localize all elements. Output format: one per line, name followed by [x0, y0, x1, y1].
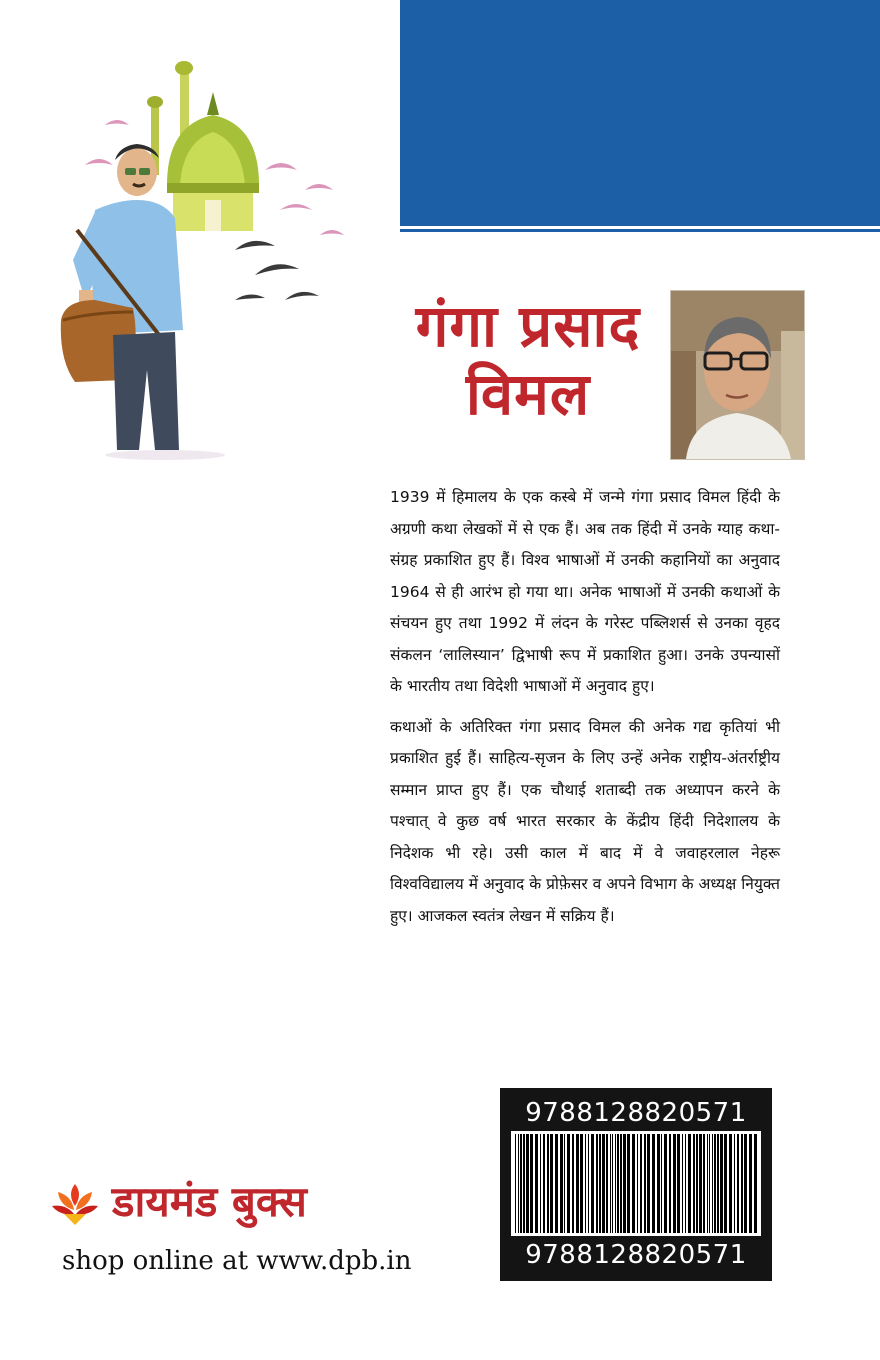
barcode-bar: [688, 1134, 691, 1233]
publisher-name: डायमंड बुक्स: [112, 1177, 307, 1226]
barcode-bar: [627, 1134, 630, 1233]
barcode-bar: [724, 1134, 727, 1233]
barcode-bar: [610, 1134, 611, 1233]
barcode-bar: [599, 1134, 601, 1233]
barcode-bar: [617, 1134, 619, 1233]
barcode-bar: [580, 1134, 583, 1233]
author-bio: [390, 482, 780, 941]
barcode-bar: [567, 1134, 570, 1233]
blue-header-panel: [400, 0, 880, 226]
barcode-bar: [572, 1134, 574, 1233]
barcode-bar: [585, 1134, 586, 1233]
barcode-bar: [596, 1134, 598, 1233]
barcode-bar: [652, 1134, 655, 1233]
barcode-bar: [547, 1134, 549, 1233]
barcode-bar: [644, 1134, 646, 1233]
barcode-bar: [640, 1134, 642, 1233]
barcode-bar: [623, 1134, 626, 1233]
barcode-bar: [699, 1134, 702, 1233]
shop-online-line: shop online at www.dpb.in: [62, 1246, 412, 1276]
man-with-bag-illustration: [55, 50, 375, 460]
barcode-bar: [696, 1134, 698, 1233]
barcode-bar: [615, 1134, 616, 1233]
barcode-bar: [685, 1134, 686, 1233]
barcode-bar: [673, 1134, 676, 1233]
barcode-bar: [550, 1134, 553, 1233]
barcode-bar: [637, 1134, 638, 1233]
barcode-bar: [540, 1134, 541, 1233]
isbn-barcode: [500, 1088, 772, 1281]
barcode-bar: [564, 1134, 565, 1233]
barcode-bar: [632, 1134, 635, 1233]
barcode-bar: [526, 1134, 529, 1233]
barcode-bar: [754, 1134, 757, 1233]
barcode-bar: [560, 1134, 563, 1233]
blue-divider-line: [400, 229, 880, 232]
barcode-bar: [530, 1134, 533, 1233]
barcode-bar: [647, 1134, 650, 1233]
barcode-bar: [712, 1134, 713, 1233]
barcode-bar: [741, 1134, 743, 1233]
barcode-bar: [543, 1134, 545, 1233]
isbn-number-top: 9788128820571: [525, 1098, 747, 1128]
barcode-bar: [714, 1134, 716, 1233]
bio-paragraph-2: कथाओं के अतिरिक्त गंगा प्रसाद विमल की अनेक गद्य कृतियां भी प्रकाशित हुई हैं। साहित्य-सृजन के लिए उन्हें अनेक राष्ट्रीय-अंतर्राष्ट्रीय सम्मान प्राप्त हुए हैं। एक चौथाई शताब्दी तक अध्यापन करने के पश्चात् वे कुछ वर्ष भारत सरकार के केंद्रीय हिंदी निदेशालय के निदेशक भी रहे। उसी काल में बाद में वे जवाहरलाल नेहरू विश्वविद्यालय में अनुवाद के प्रोफ़ेसर व अपने विभाग के अध्यक्ष नियुक्त हुए। आजकल स्वतंत्र लेखन में सक्रिय हैं।: [390, 717, 780, 925]
barcode-bar: [669, 1134, 671, 1233]
barcode-bar: [606, 1134, 608, 1233]
barcode-bar: [520, 1134, 522, 1233]
barcode-bar: [729, 1134, 732, 1233]
barcode-bar: [737, 1134, 739, 1233]
barcode-bar: [518, 1134, 519, 1233]
bio-paragraph-1: 1939 में हिमालय के एक कस्बे में जन्मे गंगा प्रसाद विमल हिंदी के अग्रणी कथा लेखकों में से एक हैं। अब तक हिंदी में उनके ग्याह कथा-संग्रह प्रकाशित हुए हैं। विश्व भाषाओं में उनकी कहानियों का अनुवाद 1964 से ही आरंभ हो गया था। अनेक भाषाओं में उनकी कथाओं के संचयन हुए तथा 1992 में लंदन के गरेस्ट पब्लिशर्स से उनका वृहद संकलन ‘लालिस्यान’ द्विभाषी रूप में प्रकाशित हुआ। उनके उपन्यासों के भारतीय तथा विदेशी भाषाओं में अनुवाद हुए।: [390, 488, 780, 695]
barcode-bar: [523, 1134, 525, 1233]
barcode-bar: [744, 1134, 747, 1233]
barcode-bars: [511, 1131, 761, 1236]
barcode-bar: [749, 1134, 752, 1233]
barcode-bar: [588, 1134, 589, 1233]
barcode-bar: [515, 1134, 516, 1233]
barcode-bar: [703, 1134, 705, 1233]
barcode-bar: [620, 1134, 622, 1233]
lotus-diamond-icon: [50, 1180, 100, 1226]
barcode-bar: [602, 1134, 605, 1233]
barcode-bar: [720, 1134, 723, 1233]
isbn-number-bottom: 9788128820571: [525, 1240, 747, 1270]
barcode-bar: [612, 1134, 613, 1233]
barcode-bar: [677, 1134, 680, 1233]
barcode-bar: [657, 1134, 660, 1233]
barcode-bar: [717, 1134, 719, 1233]
barcode-bar: [576, 1134, 579, 1233]
barcode-bar: [661, 1134, 662, 1233]
barcode-bar: [682, 1134, 683, 1233]
barcode-bar: [535, 1134, 538, 1233]
barcode-bar: [693, 1134, 695, 1233]
barcode-bar: [591, 1134, 594, 1233]
barcode-bar: [707, 1134, 708, 1233]
author-name-title: गंगा प्रसाद विमल: [415, 292, 641, 428]
barcode-bar: [555, 1134, 558, 1233]
barcode-bar: [734, 1134, 735, 1233]
author-portrait: [670, 290, 805, 460]
barcode-bar: [664, 1134, 667, 1233]
barcode-bar: [709, 1134, 710, 1233]
